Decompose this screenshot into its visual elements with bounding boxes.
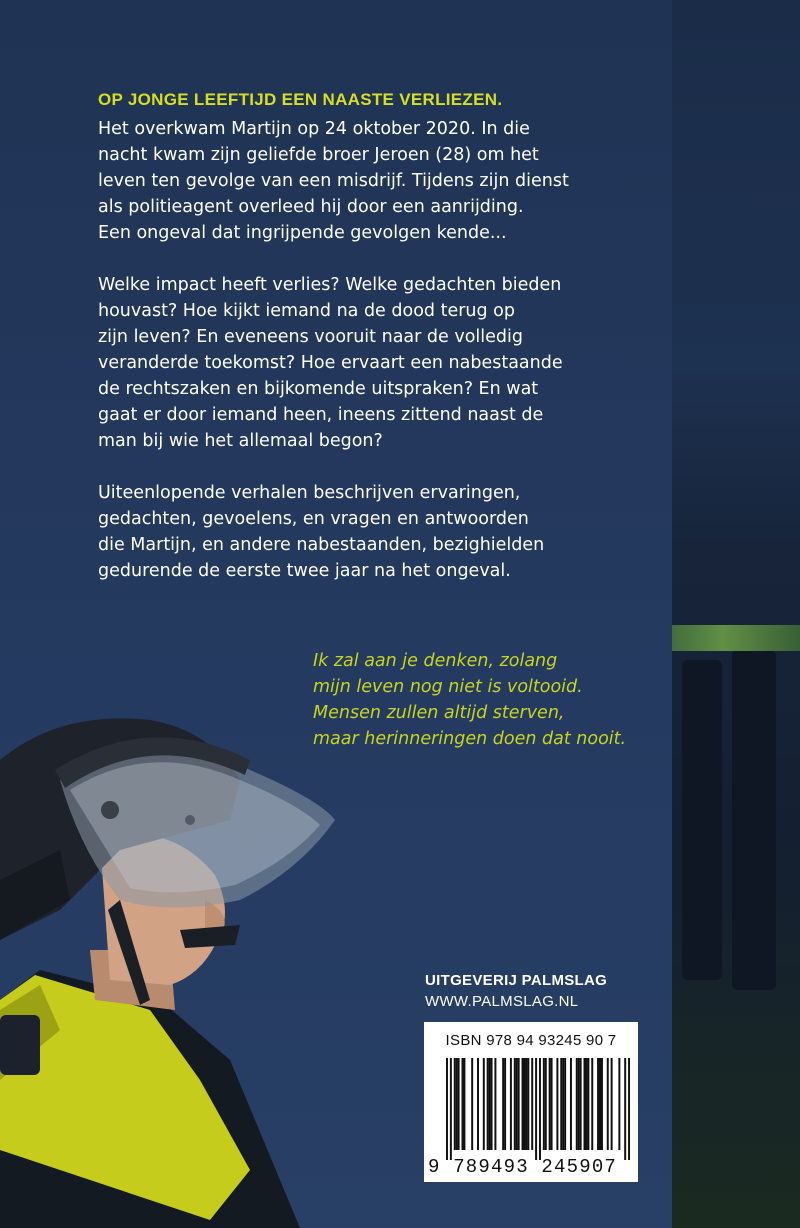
barcode-bar bbox=[585, 1058, 587, 1150]
barcode-bar bbox=[584, 1058, 586, 1150]
barcode-bar bbox=[549, 1058, 551, 1150]
headline: OP JONGE LEEFTIJD EEN NAASTE VERLIEZEN. bbox=[98, 90, 503, 109]
officer-helmet-photo bbox=[0, 700, 360, 1228]
barcode-bar bbox=[463, 1058, 465, 1150]
paragraph-line: Welke impact heeft verlies? Welke gedachten bieden bbox=[98, 275, 562, 295]
publisher-block bbox=[425, 972, 607, 1010]
barcode-bar bbox=[576, 1058, 578, 1150]
barcode-bar bbox=[525, 1058, 527, 1150]
barcode-bar bbox=[502, 1058, 504, 1150]
barcode-bar bbox=[570, 1058, 572, 1150]
officer-silhouette bbox=[682, 660, 722, 980]
barcode-bar bbox=[607, 1058, 609, 1150]
quote-line: maar herinneringen doen dat nooit. bbox=[313, 729, 627, 749]
barcode-bar bbox=[597, 1058, 599, 1150]
barcode-bar bbox=[539, 1058, 541, 1160]
barcode-bar bbox=[543, 1058, 545, 1150]
riot-police-photo-strip bbox=[672, 0, 800, 1228]
paragraph-line: de rechtszaken en bijkomende uitspraken? En wat bbox=[98, 379, 539, 399]
barcode-bar bbox=[535, 1058, 537, 1160]
paragraph-line: leven ten gevolge van een misdrijf. Tijdens zijn dienst bbox=[98, 171, 569, 191]
quote-line: Mensen zullen altijd sterven, bbox=[313, 703, 565, 723]
paragraph-2 bbox=[98, 272, 598, 454]
barcode-bar bbox=[450, 1058, 452, 1160]
paragraph-line: veranderde toekomst? Hoe ervaart een nabestaande bbox=[98, 353, 563, 373]
barcode-bar bbox=[523, 1058, 525, 1150]
paragraph-line: gedurende de eerste twee jaar na het ongeval. bbox=[98, 561, 511, 581]
barcode-bar bbox=[516, 1058, 518, 1150]
barcode-bar bbox=[458, 1058, 460, 1150]
paragraph-line: houvast? Hoe kijkt iemand na de dood terug op bbox=[98, 301, 515, 321]
paragraph-line: als politieagent overleed hij door een aanrijding. bbox=[98, 197, 524, 217]
barcode-bar bbox=[624, 1058, 626, 1160]
quote-line: mijn leven nog niet is voltooid. bbox=[313, 677, 583, 697]
quote-line: Ik zal aan je denken, zolang bbox=[313, 651, 558, 671]
barcode-bar bbox=[456, 1058, 458, 1150]
isbn-label: ISBN 978 94 93245 90 7 bbox=[445, 1032, 617, 1049]
paragraph-line: man bij wie het allemaal begon? bbox=[98, 431, 383, 451]
barcode-bar bbox=[446, 1058, 448, 1160]
barcode-bar bbox=[628, 1058, 630, 1160]
paragraph-line: Het overkwam Martijn op 24 oktober 2020. In die bbox=[98, 119, 530, 139]
barcode-bar bbox=[514, 1058, 516, 1150]
barcode-bar bbox=[611, 1058, 613, 1150]
barcode-bar bbox=[578, 1058, 580, 1150]
barcode-bar bbox=[504, 1058, 506, 1150]
barcode-bar bbox=[560, 1058, 562, 1150]
paragraph-3 bbox=[98, 480, 598, 584]
barcode-bar bbox=[494, 1058, 496, 1150]
paragraph-line: Uiteenlopende verhalen beschrijven ervaringen, bbox=[98, 483, 521, 503]
barcode-bar bbox=[487, 1058, 489, 1150]
barcode-bar bbox=[601, 1058, 603, 1150]
barcode-bar bbox=[591, 1058, 593, 1150]
barcode-bar bbox=[618, 1058, 620, 1150]
barcode-bar bbox=[489, 1058, 491, 1150]
paragraph-line: die Martijn, en andere nabestaanden, bezighielden bbox=[98, 535, 545, 555]
barcode-bar bbox=[587, 1058, 589, 1150]
barcode-bars bbox=[446, 1058, 630, 1160]
barcode-bar bbox=[522, 1058, 524, 1150]
barcode-bar bbox=[491, 1058, 493, 1150]
barcode-bar bbox=[518, 1058, 520, 1150]
paragraph-line: Een ongeval dat ingrijpende gevolgen kende... bbox=[98, 223, 507, 243]
barcode-bar bbox=[531, 1058, 533, 1150]
barcode-bar bbox=[564, 1058, 566, 1150]
isbn-barcode bbox=[424, 1022, 638, 1182]
paragraph-line: gaat er door iemand heen, ineens zittend naast de bbox=[98, 405, 544, 425]
barcode-bar bbox=[454, 1058, 456, 1150]
barcode-bar bbox=[461, 1058, 463, 1150]
barcode-bar bbox=[580, 1058, 582, 1150]
barcode-bar bbox=[562, 1058, 564, 1150]
barcode-bar bbox=[599, 1058, 601, 1150]
barcode-bar bbox=[483, 1058, 485, 1150]
barcode-bar bbox=[471, 1058, 473, 1150]
barcode-bar bbox=[527, 1058, 529, 1150]
paragraph-line: zijn leven? En eveneens vooruit naar de volledig bbox=[98, 327, 523, 347]
officer-silhouette bbox=[732, 650, 776, 990]
paragraph-line: nacht kwam zijn geliefde broer Jeroen (28) om het bbox=[98, 145, 539, 165]
reflective-stripe bbox=[672, 625, 800, 651]
publisher-name: UITGEVERIJ PALMSLAG bbox=[425, 972, 608, 989]
paragraph-line: gedachten, gevoelens, en vragen en antwoorden bbox=[98, 509, 529, 529]
barcode-bar bbox=[477, 1058, 479, 1150]
barcode-bar bbox=[551, 1058, 553, 1150]
publisher-url: WWW.PALMSLAG.NL bbox=[425, 993, 579, 1010]
quote bbox=[313, 648, 653, 752]
ean-digits: 9 789493 245907 bbox=[428, 1156, 618, 1178]
barcode-bar bbox=[545, 1058, 547, 1150]
paragraph-1 bbox=[98, 116, 598, 246]
barcode-bar bbox=[510, 1058, 512, 1150]
barcode-bar bbox=[556, 1058, 558, 1150]
